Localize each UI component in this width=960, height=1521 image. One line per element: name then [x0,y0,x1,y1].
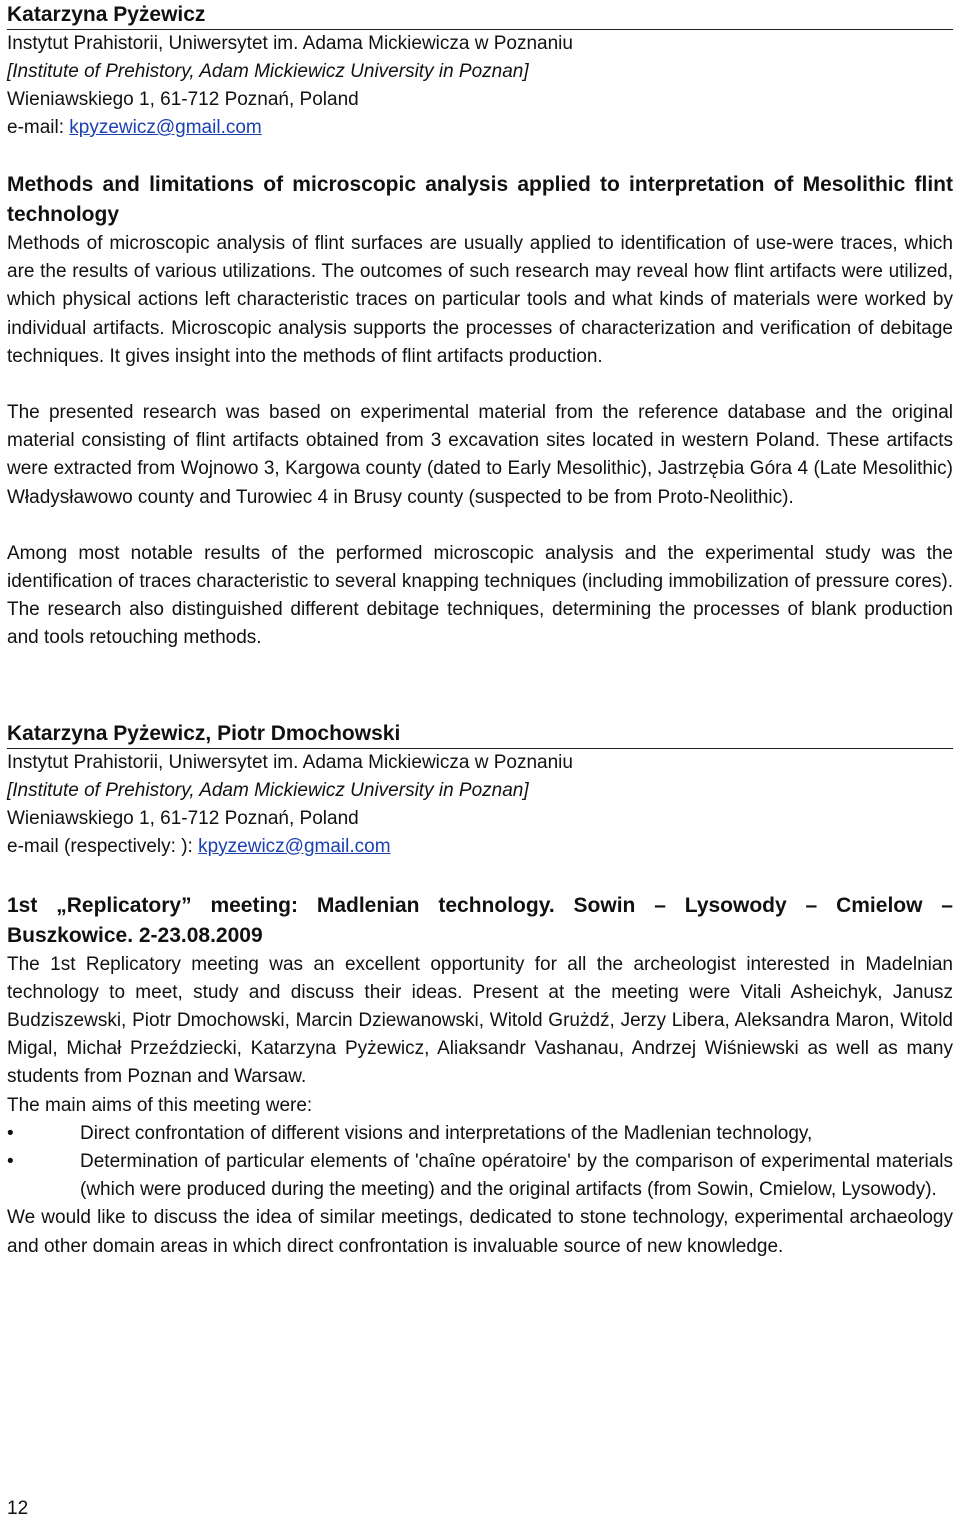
bullet-icon: • [7,1122,14,1144]
email-label: e-mail: [7,117,70,138]
email-label: e-mail (respectively: ): [7,835,199,857]
email-link[interactable]: kpyzewicz@gmail.com [69,117,262,138]
email-link[interactable]: kpyzewicz@gmail.com [198,835,391,857]
page-number: 12 [7,1498,29,1519]
institute-english-line: [Institute of Prehistory, Adam Mickiewicz University in Poznan] [7,779,529,801]
abstract-paragraph: The presented research was based on experimental material from the reference database and the original material consisting of flint artifacts obtained from 3 excavation sites located in western Poland. These artifacts were extracted from Wojnowo 3, Kargowa county (dated to Early Mesolithic), Jastrzębia Góra 4 (Late Mesolithic) Władysławowo county and Turowiec 4 in Brusy county (suspected to be from Proto-Neolithic). [7,402,953,508]
aims-heading: The main aims of this meeting were: [7,1094,313,1116]
abstract-paragraph: Among most notable results of the performed microscopic analysis and the experimental study was the identification of traces characteristic to several knapping techniques (including immobilization of pressure cores). The research also distinguished different debitage techniques, determining the processes of blank production and tools retouching methods. [7,542,953,649]
address-line: Wieniawskiego 1, 61-712 Poznań, Poland [7,89,359,110]
author-heading: Katarzyna Pyżewicz, Piotr Dmochowski [7,719,953,749]
list-item [7,1148,953,1204]
abstract-paragraph: Methods of microscopic analysis of flint surfaces are usually applied to identification of use-were traces, which are the results of various utilizations. The outcomes of such research may reveal how flint artifacts were utilized, which physical actions left characteristic traces on particular tools and what kinds of materials were worked by individual artifacts. Microscopic analysis supports the processes of characterization and verification of debitage techniques. It gives insight into the methods of flint artifacts production. [7,233,953,367]
list-item-text: Determination of particular elements of 'chaîne opératoire' by the comparison of experimental materials (which were produced during the meeting) and the original artifacts (from Sowin, Cmielow, Lysowody). [80,1151,953,1201]
list-item [7,1120,953,1148]
abstract-title: Methods and limitations of microscopic analysis applied to interpretation of Mesolithic flint technology [7,173,953,226]
email-line [7,114,953,142]
email-line [7,833,953,861]
abstract-entry-1 [7,0,953,653]
author-heading: Katarzyna Pyżewicz [7,0,953,30]
abstract-title: 1st „Replicatory” meeting: Madlenian technology. Sowin – Lysowody – Cmielow – Buszkowice. 2-23.08.2009 [7,893,953,947]
closing-paragraph: We would like to discuss the idea of similar meetings, dedicated to stone technology, experimental archaeology and other domain areas in which direct confrontation is invaluable source of new knowledge. [7,1207,953,1257]
institute-english-line: [Institute of Prehistory, Adam Mickiewicz University in Poznan] [7,61,529,82]
abstract-paragraph: The 1st Replicatory meeting was an excellent opportunity for all the archeologist interested in Madelnian technology to meet, study and discuss their ideas. Present at the meeting were Vitali Asheichyk, Janusz Budziszewski, Piotr Dmochowski, Marcin Dziewanowski, Witold Grużdź, Jerzy Libera, Aleksandra Maron, Witold Migal, Michał Przeździecki, Katarzyna Pyżewicz, Aliaksandr Vashanau, Andrzej Wiśniewski as well as many students from Poznan and Warsaw. [7,953,953,1088]
list-item-text: Direct confrontation of different visions and interpretations of the Madlenian technology, [80,1122,813,1144]
address-line: Wieniawskiego 1, 61-712 Poznań, Poland [7,807,359,829]
bullet-icon: • [7,1151,14,1173]
document-page [7,0,953,1261]
aims-list [7,1120,953,1205]
institute-line: Instytut Prahistorii, Uniwersytet im. Adama Mickiewicza w Poznaniu [7,751,573,773]
abstract-entry-2 [7,719,953,1261]
institute-line: Instytut Prahistorii, Uniwersytet im. Adama Mickiewicza w Poznaniu [7,33,573,54]
